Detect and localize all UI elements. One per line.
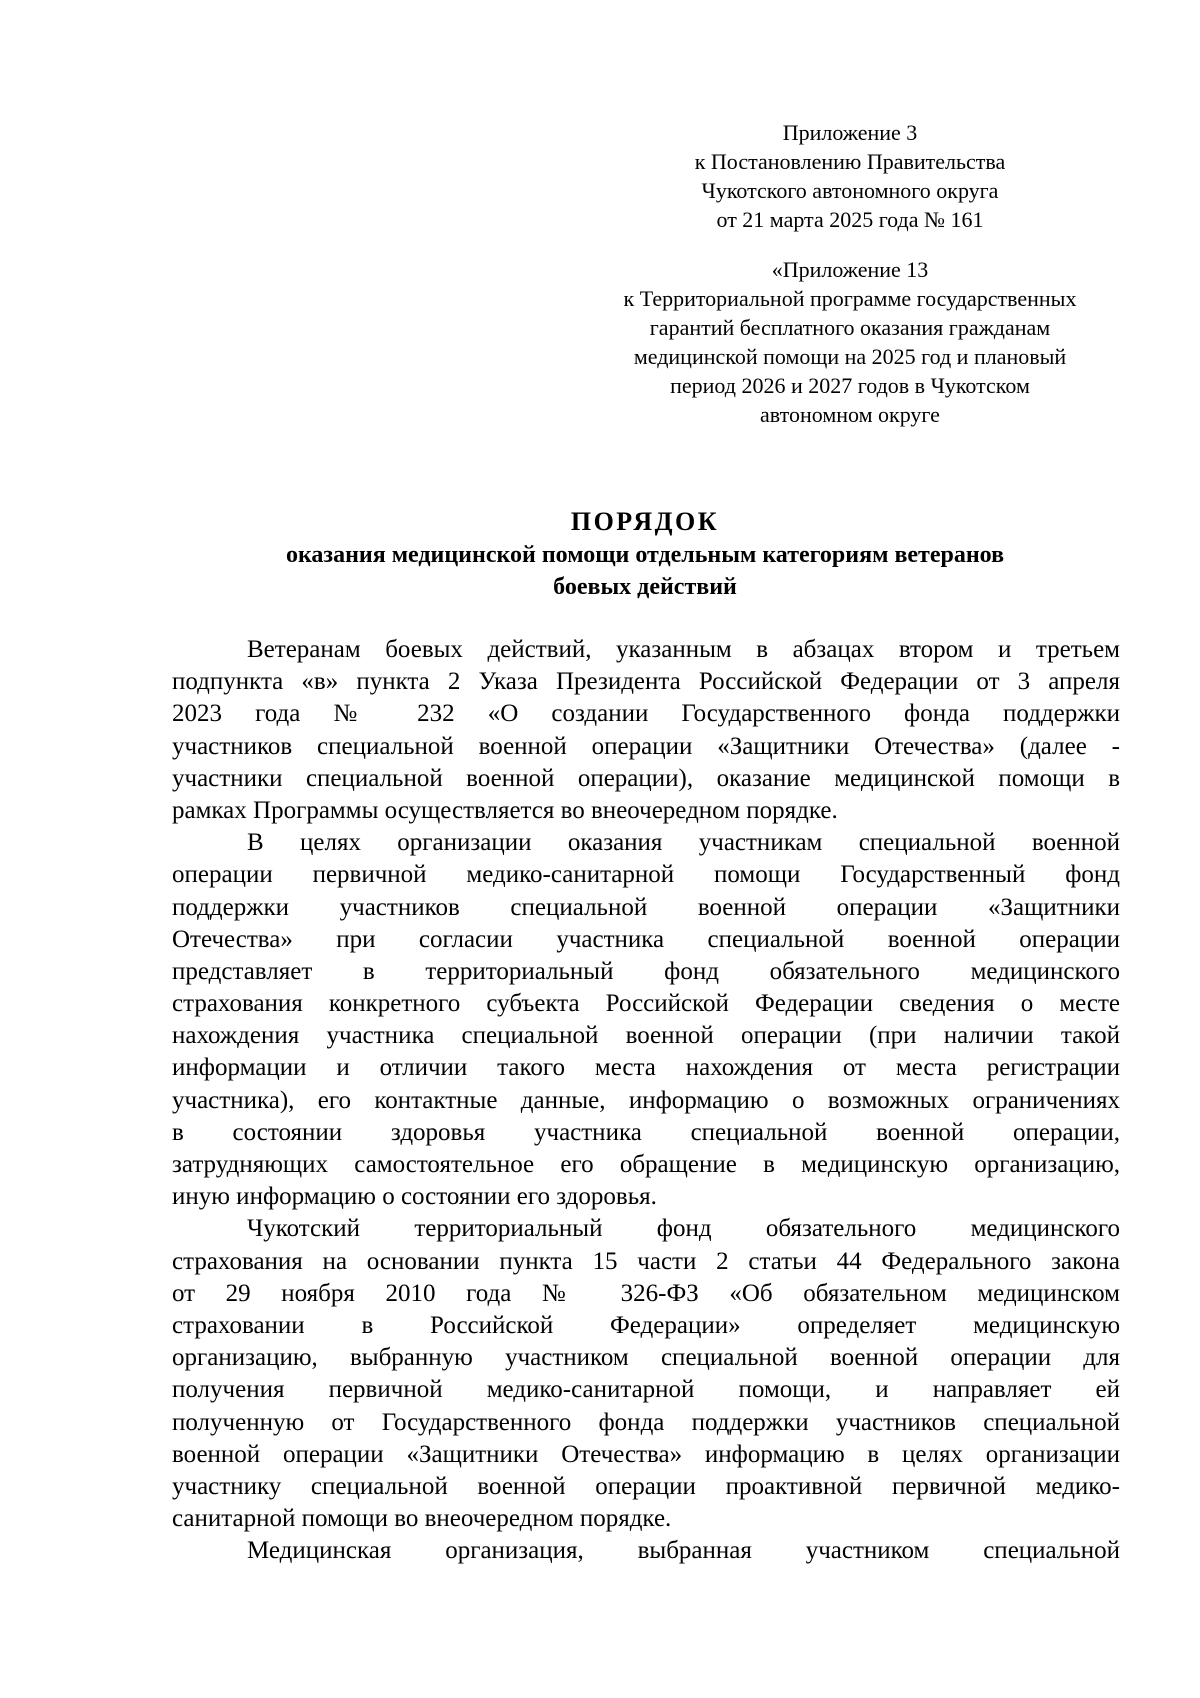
- paragraph-3-line-1: Чукотский территориальный фонд обязательного медицинского: [247, 1215, 1120, 1243]
- paragraph-1-line-5: участники специальной военной операции), оказание медицинской помощи в: [172, 764, 1120, 792]
- paragraph-3-line-7: полученную от Государственного фонда поддержки участников специальной: [172, 1408, 1120, 1436]
- paragraph-3-line-3: от 29 ноября 2010 года № 326-ФЗ «Об обязательном медицинском: [172, 1279, 1120, 1307]
- document-subtitle-line-1: оказания медицинской помощи отдельным категориям ветеранов: [285, 542, 1005, 568]
- paragraph-2-line-12: иную информацию о состоянии его здоровья.: [172, 1183, 657, 1211]
- paragraph-3: [172, 1213, 1120, 1535]
- paragraph-2-line-4: Отечества» при согласии участника специальной военной операции: [172, 925, 1120, 953]
- appendix-3-line-4: от 21 марта 2025 года № 161: [716, 207, 984, 232]
- document-body: [172, 634, 1120, 1567]
- paragraph-4-line-1: Медицинская организация, выбранная участником специальной: [247, 1537, 1120, 1565]
- paragraph-2-line-1: В целях организации оказания участникам специальной военной: [247, 829, 1120, 857]
- paragraph-2-line-5: представляет в территориальный фонд обязательного медицинского: [172, 957, 1120, 985]
- paragraph-2-line-7: нахождения участника специальной военной операции (при наличии такой: [172, 1022, 1120, 1050]
- paragraph-1-line-1: Ветеранам боевых действий, указанным в абзацах втором и третьем: [247, 636, 1120, 663]
- document-title-block: [170, 505, 1120, 603]
- paragraph-1-line-4: участников специальной военной операции «Защитники Отечества» (далее -: [172, 732, 1120, 760]
- paragraph-2-line-3: поддержки участников специальной военной операции «Защитники: [172, 893, 1120, 921]
- paragraph-1-line-3: 2023 года № 232 «О создании Государственного фонда поддержки: [172, 700, 1120, 728]
- document-title: ПОРЯДОК: [570, 507, 720, 536]
- paragraph-2-line-8: информации и отличии такого места нахождения от места регистрации: [172, 1054, 1120, 1082]
- appendix-13-line-3: гарантий бесплатного оказания гражданам: [649, 315, 1051, 340]
- appendix-13-header: [590, 255, 1110, 429]
- appendix-13-line-6: автономном округе: [760, 402, 940, 427]
- appendix-3-line-3: Чукотского автономного округа: [701, 178, 999, 203]
- appendix-13-line-1: «Приложение 13: [771, 257, 929, 282]
- paragraph-2-line-11: затрудняющих самостоятельное его обращение в медицинскую организацию,: [172, 1151, 1120, 1178]
- paragraph-3-line-2: страхования на основании пункта 15 части 2 статьи 44 Федерального закона: [172, 1247, 1120, 1275]
- appendix-13-line-4: медицинской помощи на 2025 год и плановый: [633, 344, 1067, 369]
- paragraph-1: [172, 634, 1120, 827]
- paragraph-3-line-8: военной операции «Защитники Отечества» информацию в целях организации: [172, 1440, 1120, 1468]
- appendix-13-line-2: к Территориальной программе государственных: [623, 286, 1077, 311]
- paragraph-2-line-9: участника), его контактные данные, информацию о возможных ограничениях: [172, 1086, 1120, 1114]
- paragraph-1-line-2: подпункта «в» пункта 2 Указа Президента Российской Федерации от 3 апреля: [172, 668, 1120, 696]
- paragraph-3-line-4: страховании в Российской Федерации» определяет медицинскую: [172, 1311, 1120, 1339]
- paragraph-1-line-6: рамках Программы осуществляется во внеочередном порядке.: [172, 796, 838, 824]
- paragraph-3-line-6: получения первичной медико-санитарной помощи, и направляет ей: [172, 1376, 1120, 1404]
- appendix-3-header: [640, 118, 1060, 234]
- paragraph-2-line-10: в состоянии здоровья участника специальной военной операции,: [172, 1118, 1120, 1146]
- paragraph-4: [172, 1535, 1120, 1567]
- paragraph-3-line-9: участнику специальной военной операции проактивной первичной медико-: [172, 1472, 1120, 1500]
- paragraph-2: [172, 827, 1120, 1213]
- paragraph-3-line-10: санитарной помощи во внеочередном порядке.: [172, 1505, 672, 1533]
- paragraph-3-line-5: организацию, выбранную участником специальной военной операции для: [172, 1344, 1120, 1372]
- document-subtitle-line-2: боевых действий: [553, 574, 737, 600]
- appendix-13-line-5: период 2026 и 2027 годов в Чукотском: [670, 373, 1030, 398]
- appendix-3-line-2: к Постановлению Правительства: [694, 149, 1006, 174]
- paragraph-2-line-2: операции первичной медико-санитарной помощи Государственный фонд: [172, 861, 1120, 889]
- paragraph-2-line-6: страхования конкретного субъекта Российской Федерации сведения о месте: [172, 990, 1120, 1018]
- appendix-3-line-1: Приложение 3: [782, 120, 918, 145]
